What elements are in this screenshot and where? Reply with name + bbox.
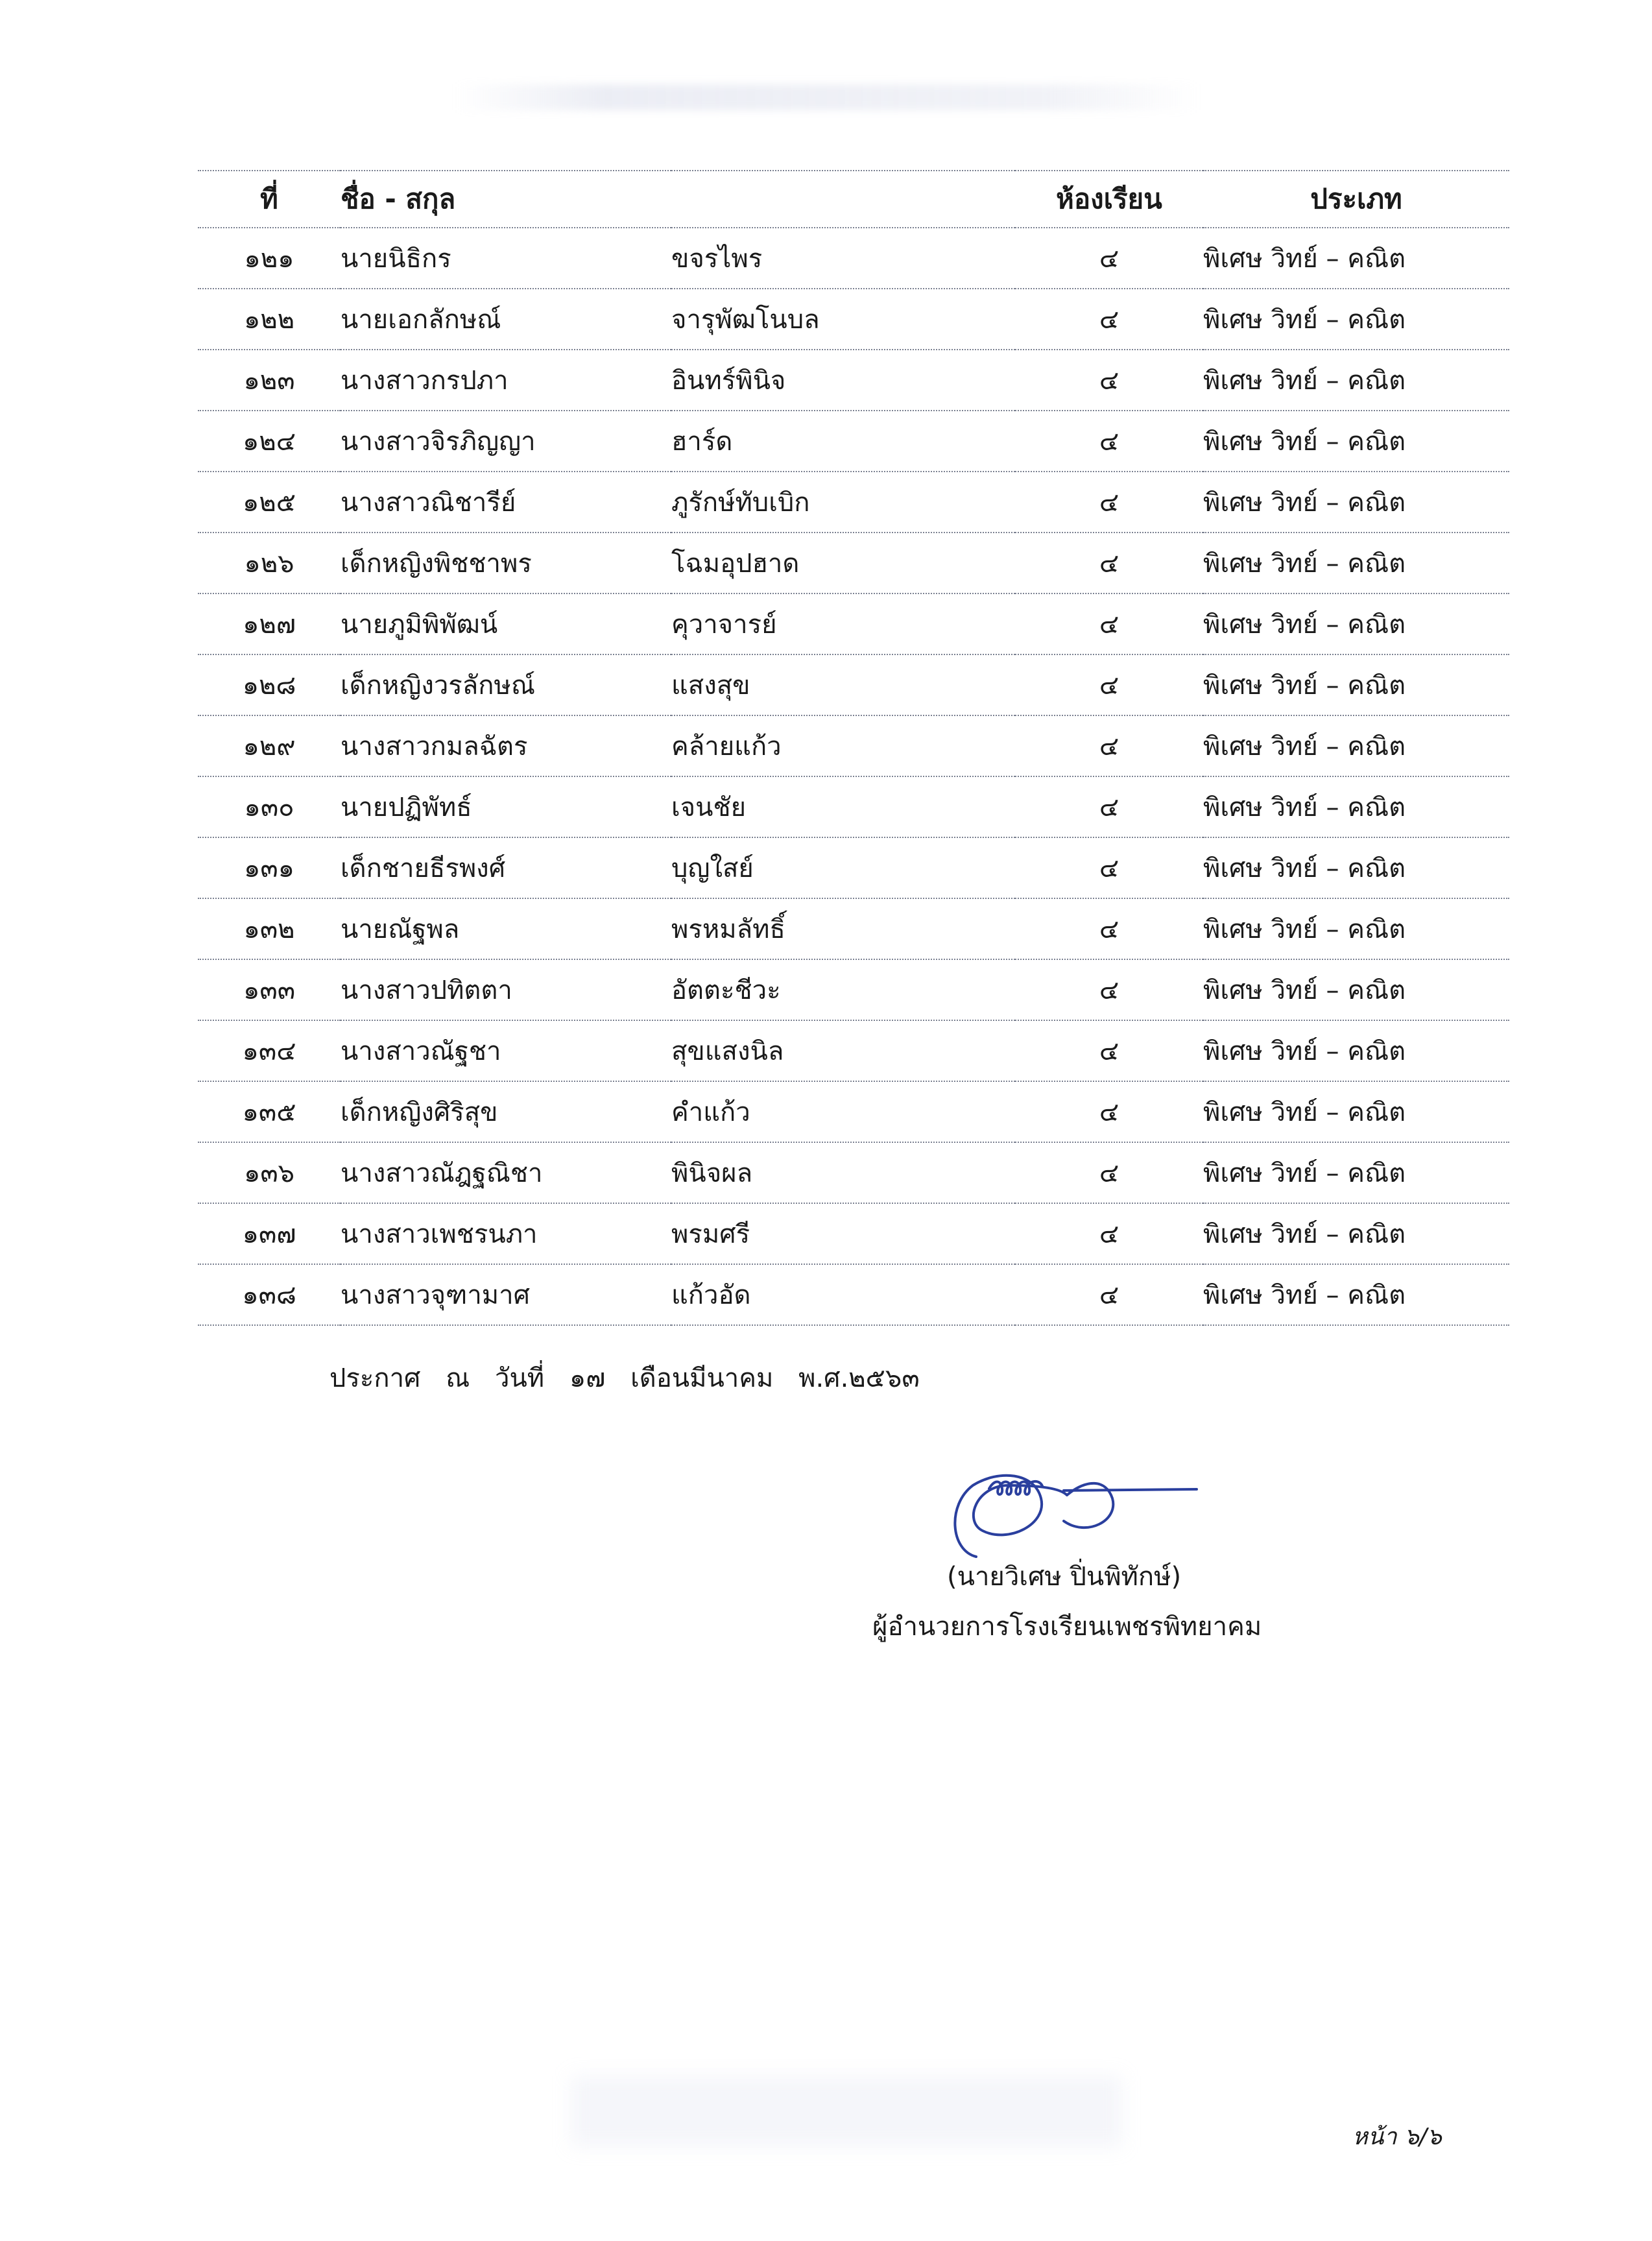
cell-room: ๔: [1015, 289, 1203, 350]
cell-type: พิเศษ วิทย์ – คณิต: [1203, 715, 1509, 776]
cell-type: พิเศษ วิทย์ – คณิต: [1203, 959, 1509, 1020]
cell-first-name: นายนิธิกร: [341, 228, 671, 289]
cell-type: พิเศษ วิทย์ – คณิต: [1203, 593, 1509, 654]
cell-type: พิเศษ วิทย์ – คณิต: [1203, 350, 1509, 411]
cell-no: ๑๒๔: [198, 411, 341, 472]
table-row: [198, 898, 1509, 959]
cell-room: ๔: [1015, 411, 1203, 472]
cell-no: ๑๒๑: [198, 228, 341, 289]
cell-first-name: เด็กหญิงศิริสุข: [341, 1081, 671, 1142]
announcement-line: [329, 1357, 937, 1398]
table-row: [198, 959, 1509, 1020]
cell-type: พิเศษ วิทย์ – คณิต: [1203, 472, 1509, 533]
cell-type: พิเศษ วิทย์ – คณิต: [1203, 1081, 1509, 1142]
cell-first-name: นายณัฐพล: [341, 898, 671, 959]
cell-first-name: นางสาวกรปภา: [341, 350, 671, 411]
cell-last-name: พินิจผล: [671, 1142, 1015, 1203]
announce-day-label: วันที่: [494, 1363, 545, 1393]
cell-type: พิเศษ วิทย์ – คณิต: [1203, 1142, 1509, 1203]
cell-type: พิเศษ วิทย์ – คณิต: [1203, 411, 1509, 472]
table-row: [198, 289, 1509, 350]
cell-no: ๑๓๖: [198, 1142, 341, 1203]
table-row: [198, 654, 1509, 715]
cell-room: ๔: [1015, 350, 1203, 411]
cell-no: ๑๓๕: [198, 1081, 341, 1142]
cell-no: ๑๒๓: [198, 350, 341, 411]
cell-room: ๔: [1015, 715, 1203, 776]
cell-no: ๑๓๓: [198, 959, 341, 1020]
cell-last-name: ขจรไพร: [671, 228, 1015, 289]
cell-first-name: เด็กชายธีรพงศ์: [341, 837, 671, 898]
table-header: [198, 171, 1509, 228]
cell-first-name: เด็กหญิงวรลักษณ์: [341, 654, 671, 715]
cell-room: ๔: [1015, 533, 1203, 593]
cell-room: ๔: [1015, 1081, 1203, 1142]
signer-name: (นายวิเศษ ปิ่นพิทักษ์): [947, 1562, 1182, 1592]
cell-type: พิเศษ วิทย์ – คณิต: [1203, 837, 1509, 898]
cell-last-name: บุญใสย์: [671, 837, 1015, 898]
cell-no: ๑๓๗: [198, 1203, 341, 1264]
bleed-through-header: [454, 84, 1200, 110]
cell-no: ๑๒๒: [198, 289, 341, 350]
cell-room: ๔: [1015, 654, 1203, 715]
student-roster-table: [198, 170, 1509, 1326]
cell-first-name: นางสาวเพชรนภา: [341, 1203, 671, 1264]
table-body: [198, 228, 1509, 1325]
cell-no: ๑๒๗: [198, 593, 341, 654]
cell-no: ๑๒๖: [198, 533, 341, 593]
announce-prefix: ประกาศ: [329, 1363, 421, 1393]
cell-last-name: สุขแสงนิล: [671, 1020, 1015, 1081]
cell-last-name: ฮาร์ด: [671, 411, 1015, 472]
cell-no: ๑๓๔: [198, 1020, 341, 1081]
cell-room: ๔: [1015, 1020, 1203, 1081]
cell-room: ๔: [1015, 1142, 1203, 1203]
cell-room: ๔: [1015, 959, 1203, 1020]
table-row: [198, 715, 1509, 776]
announce-day: ๑๗: [569, 1363, 606, 1393]
table-row: [198, 1264, 1509, 1325]
signer-title: ผู้อำนวยการโรงเรียนเพชรพิทยาคม: [872, 1612, 1262, 1642]
cell-type: พิเศษ วิทย์ – คณิต: [1203, 533, 1509, 593]
cell-last-name: โฉมอุปฮาด: [671, 533, 1015, 593]
announce-year: พ.ศ.๒๕๖๓: [798, 1363, 920, 1393]
cell-room: ๔: [1015, 1264, 1203, 1325]
cell-last-name: พรหมลัทธิ์: [671, 898, 1015, 959]
cell-room: ๔: [1015, 593, 1203, 654]
cell-type: พิเศษ วิทย์ – คณิต: [1203, 228, 1509, 289]
header-row: [198, 171, 1509, 228]
cell-first-name: นายปฏิพัทธ์: [341, 776, 671, 837]
cell-last-name: พรมศรี: [671, 1203, 1015, 1264]
cell-type: พิเศษ วิทย์ – คณิต: [1203, 654, 1509, 715]
cell-type: พิเศษ วิทย์ – คณิต: [1203, 776, 1509, 837]
cell-last-name: คุวาจารย์: [671, 593, 1015, 654]
cell-room: ๔: [1015, 898, 1203, 959]
cell-first-name: นางสาวปทิตตา: [341, 959, 671, 1020]
table-row: [198, 533, 1509, 593]
table-row: [198, 1203, 1509, 1264]
table-row: [198, 228, 1509, 289]
cell-last-name: คำแก้ว: [671, 1081, 1015, 1142]
cell-first-name: นางสาวณิชารีย์: [341, 472, 671, 533]
bleed-through-footer: [571, 2076, 1122, 2147]
header-type: ประเภท: [1203, 171, 1509, 228]
table-row: [198, 411, 1509, 472]
table-row: [198, 593, 1509, 654]
cell-no: ๑๒๕: [198, 472, 341, 533]
cell-type: พิเศษ วิทย์ – คณิต: [1203, 1203, 1509, 1264]
cell-type: พิเศษ วิทย์ – คณิต: [1203, 1020, 1509, 1081]
cell-no: ๑๓๒: [198, 898, 341, 959]
cell-first-name: นางสาวกมลฉัตร: [341, 715, 671, 776]
cell-last-name: จารุพัฒโนบล: [671, 289, 1015, 350]
cell-no: ๑๓๑: [198, 837, 341, 898]
cell-room: ๔: [1015, 472, 1203, 533]
cell-type: พิเศษ วิทย์ – คณิต: [1203, 898, 1509, 959]
header-name: ชื่อ - สกุล: [341, 171, 1015, 228]
cell-no: ๑๓๘: [198, 1264, 341, 1325]
cell-last-name: ภูรักษ์ทับเบิก: [671, 472, 1015, 533]
table-row: [198, 350, 1509, 411]
cell-no: ๑๓๐: [198, 776, 341, 837]
cell-first-name: นางสาวณัฎฐณิชา: [341, 1142, 671, 1203]
announce-at: ณ: [446, 1363, 470, 1393]
cell-type: พิเศษ วิทย์ – คณิต: [1203, 1264, 1509, 1325]
cell-first-name: นายภูมิพิพัฒน์: [341, 593, 671, 654]
table-row: [198, 472, 1509, 533]
table-row: [198, 1142, 1509, 1203]
table-row: [198, 1081, 1509, 1142]
cell-last-name: แสงสุข: [671, 654, 1015, 715]
table-row: [198, 776, 1509, 837]
cell-last-name: อินทร์พินิจ: [671, 350, 1015, 411]
cell-first-name: นางสาวณัฐชา: [341, 1020, 671, 1081]
cell-last-name: คล้ายแก้ว: [671, 715, 1015, 776]
cell-first-name: นางสาวจิรภิญญา: [341, 411, 671, 472]
cell-last-name: แก้วอัด: [671, 1264, 1015, 1325]
cell-last-name: เจนชัย: [671, 776, 1015, 837]
cell-first-name: เด็กหญิงพิชชาพร: [341, 533, 671, 593]
table-row: [198, 837, 1509, 898]
cell-no: ๑๒๙: [198, 715, 341, 776]
cell-no: ๑๒๘: [198, 654, 341, 715]
table-row: [198, 1020, 1509, 1081]
cell-type: พิเศษ วิทย์ – คณิต: [1203, 289, 1509, 350]
cell-first-name: นายเอกลักษณ์: [341, 289, 671, 350]
header-no: ที่: [198, 171, 341, 228]
cell-room: ๔: [1015, 1203, 1203, 1264]
page-number: หน้า ๖/๖: [1352, 2124, 1442, 2150]
cell-last-name: อัตตะชีวะ: [671, 959, 1015, 1020]
roster-table: [198, 170, 1509, 1326]
header-room: ห้องเรียน: [1015, 171, 1203, 228]
cell-first-name: นางสาวจุฑามาศ: [341, 1264, 671, 1325]
cell-room: ๔: [1015, 837, 1203, 898]
announce-month: เดือนมีนาคม: [630, 1363, 774, 1393]
cell-room: ๔: [1015, 228, 1203, 289]
cell-room: ๔: [1015, 776, 1203, 837]
